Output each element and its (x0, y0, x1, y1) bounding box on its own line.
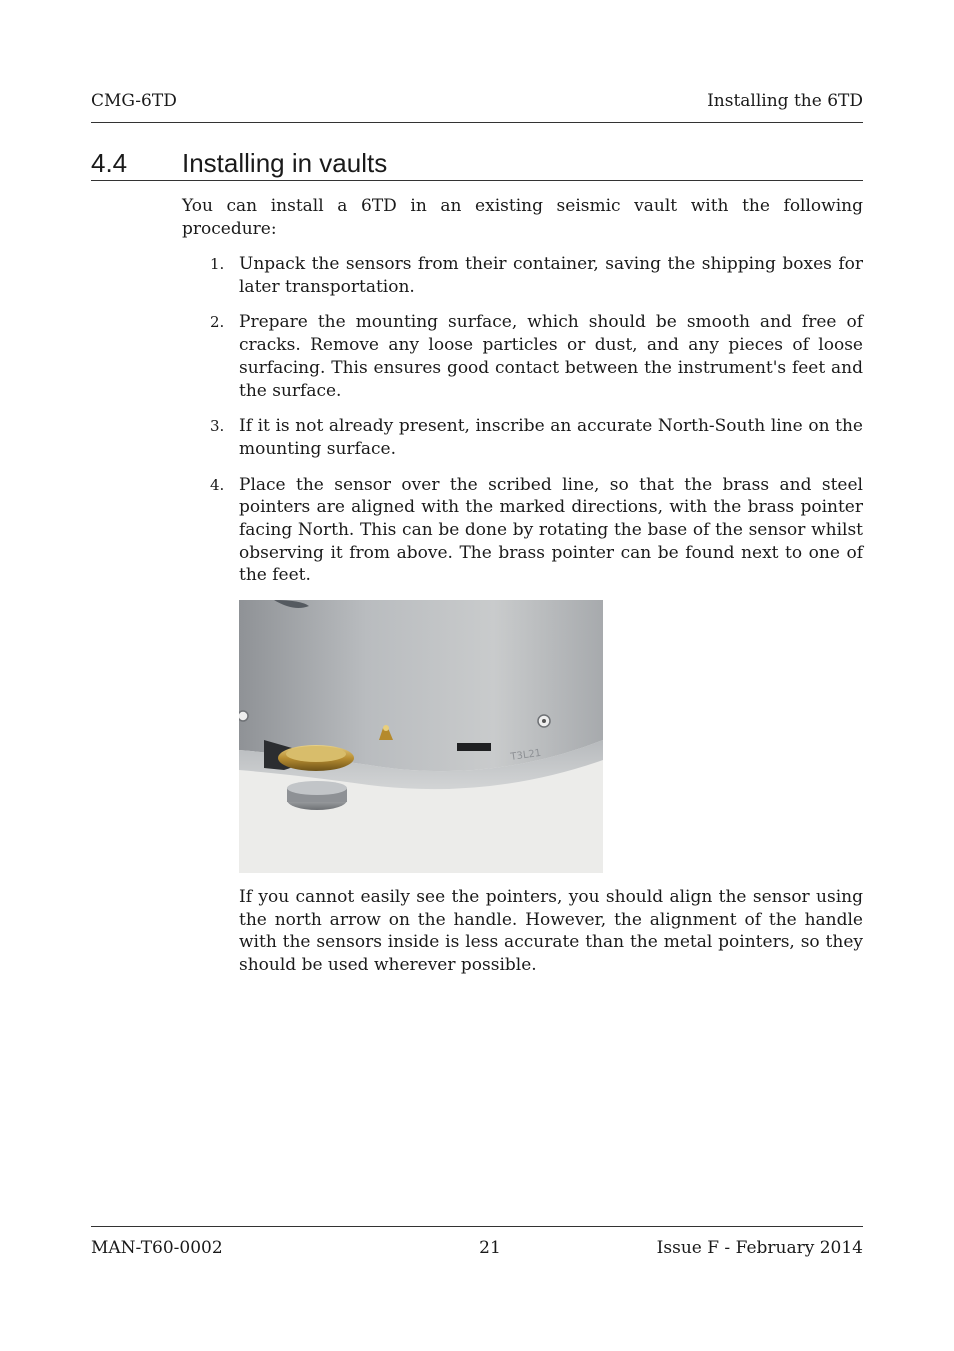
sensor-body (239, 600, 603, 771)
list-item (182, 474, 863, 588)
rim-slot (457, 743, 491, 751)
running-header-right: Installing the 6TD (707, 91, 863, 111)
running-header-left: CMG-6TD (91, 91, 177, 111)
brass-foot-top (286, 746, 346, 762)
list-item (182, 253, 863, 298)
section-rule (91, 180, 863, 181)
steel-foot-top (287, 781, 347, 795)
serial-engraving: T3L21 (509, 747, 542, 763)
alignment-note-paragraph: If you cannot easily see the pointers, you should align the sensor using the north arrow on the handle. However, the alignment of the handle with the sensors inside is less accurate than the metal pointers, so they should be used wherever possible. (239, 887, 863, 976)
list-item-text: Place the sensor over the scribed line, so that the brass and steel pointers are aligned with the marked directions, with the brass pointer facing North. This can be done by rotating the base of the sensor whilst observing it from above. The brass pointer can be found next to one of the feet. (239, 474, 863, 586)
page-number: 21 (479, 1238, 501, 1258)
brass-pointer-tip (383, 725, 389, 731)
list-item (182, 415, 863, 460)
footer-rule (91, 1226, 863, 1227)
sensor-base-photo (239, 600, 603, 873)
section-title: Installing in vaults (182, 148, 388, 178)
section-heading (91, 147, 863, 179)
list-item-text: Unpack the sensors from their container, saving the shipping boxes for later transportation. (239, 254, 863, 297)
list-item-number: 4. (210, 475, 225, 494)
issue-date: Issue F - February 2014 (656, 1238, 863, 1258)
screw-head (239, 711, 248, 721)
section-number: 4.4 (91, 148, 128, 178)
list-item (182, 311, 863, 402)
list-item-number: 3. (210, 417, 225, 436)
list-item-number: 1. (210, 255, 225, 273)
procedure-list (182, 253, 863, 600)
intro-paragraph: You can install a 6TD in an existing seismic vault with the following procedure: (182, 196, 863, 239)
list-item-text: If it is not already present, inscribe an accurate North-South line on the mounting surface. (239, 416, 863, 459)
header-rule (91, 122, 863, 123)
screw-center (542, 719, 546, 723)
document-number: MAN-T60-0002 (91, 1238, 223, 1258)
list-item-text: Prepare the mounting surface, which should be smooth and free of cracks. Remove any loose particles or dust, and any pieces of loose surfacing. This ensures good contact between the instrument's feet and the surface. (239, 312, 863, 401)
list-item-number: 2. (210, 313, 225, 332)
